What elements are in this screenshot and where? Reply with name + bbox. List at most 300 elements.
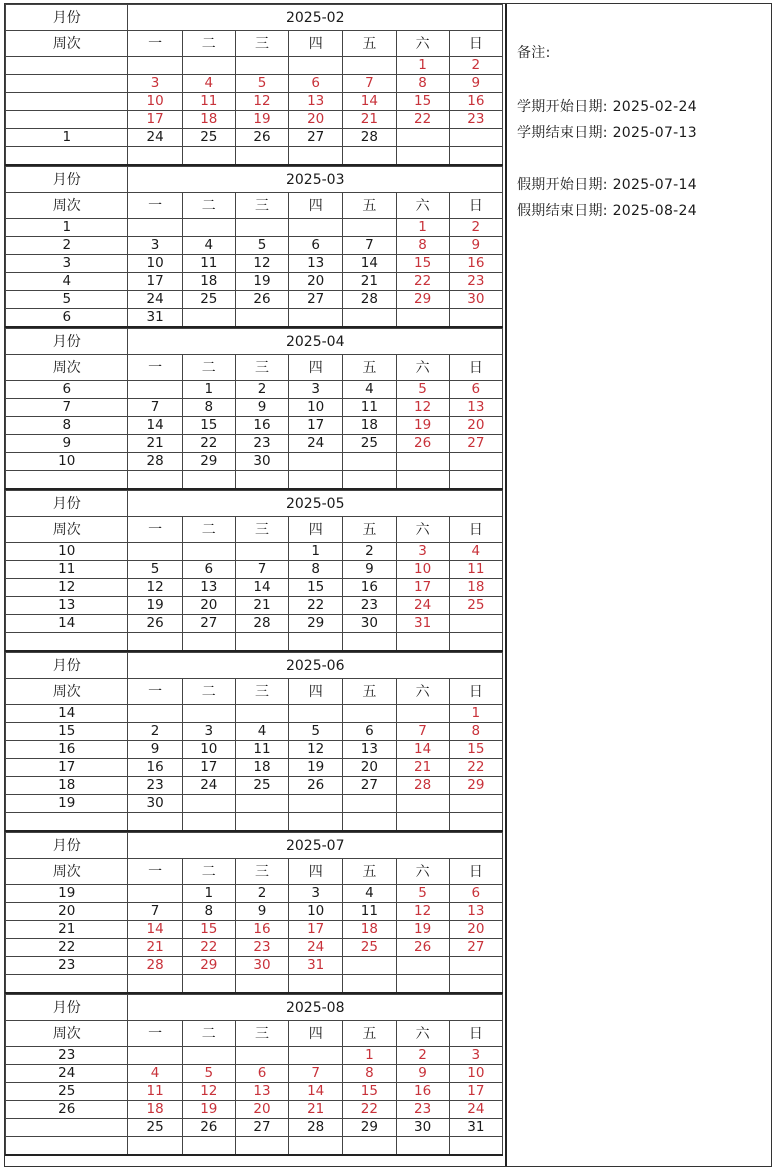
day-cell: 9 [396,1065,449,1083]
day-cell [235,975,288,994]
weekday-header: 五 [343,517,396,543]
day-cell: 11 [343,903,396,921]
day-cell: 26 [235,129,288,147]
day-cell: 2 [235,885,288,903]
day-cell: 11 [182,255,235,273]
day-cell: 2 [449,219,502,237]
day-cell [396,471,449,490]
day-cell [182,1137,235,1156]
week-number: 13 [6,597,128,615]
day-cell [128,1137,182,1156]
week-number: 2 [6,237,128,255]
day-cell: 29 [449,777,502,795]
day-cell: 26 [396,435,449,453]
week-row [6,543,503,561]
day-cell: 5 [396,885,449,903]
day-cell [182,813,235,832]
day-cell [128,219,182,237]
day-cell: 7 [128,399,182,417]
day-cell: 27 [235,1119,288,1137]
day-cell [128,885,182,903]
day-cell: 20 [235,1101,288,1119]
day-cell: 3 [128,75,182,93]
day-cell: 17 [182,759,235,777]
day-cell [128,147,182,166]
month-block [5,652,503,832]
day-cell: 21 [128,435,182,453]
day-cell: 7 [289,1065,343,1083]
day-cell: 5 [182,1065,235,1083]
week-row [6,813,503,832]
day-cell: 9 [449,237,502,255]
weekday-header: 日 [449,859,502,885]
week-row [6,723,503,741]
day-cell: 12 [396,903,449,921]
day-cell [128,57,182,75]
day-cell [289,813,343,832]
day-cell [182,633,235,652]
weekday-header: 五 [343,355,396,381]
week-number: 26 [6,1101,128,1119]
day-cell: 10 [449,1065,502,1083]
day-cell: 9 [128,741,182,759]
day-cell: 12 [128,579,182,597]
day-cell: 14 [396,741,449,759]
day-cell: 6 [343,723,396,741]
day-cell [396,975,449,994]
day-cell: 14 [289,1083,343,1101]
day-cell: 27 [343,777,396,795]
day-cell: 22 [182,435,235,453]
day-cell: 13 [343,741,396,759]
day-cell: 13 [289,93,343,111]
day-cell [449,813,502,832]
weekday-header: 二 [182,1021,235,1047]
day-cell: 12 [289,741,343,759]
weekday-header: 三 [235,1021,288,1047]
day-cell: 15 [182,921,235,939]
week-row [6,255,503,273]
weekday-header: 三 [235,679,288,705]
day-cell: 29 [182,453,235,471]
month-label: 月份 [6,5,128,31]
day-cell [343,633,396,652]
weekday-header: 五 [343,1021,396,1047]
day-cell [182,1047,235,1065]
day-cell: 19 [235,273,288,291]
day-cell: 19 [128,597,182,615]
day-cell: 11 [343,399,396,417]
day-cell: 5 [396,381,449,399]
day-cell [449,147,502,166]
day-cell: 7 [343,237,396,255]
weekday-header: 五 [343,679,396,705]
week-number: 18 [6,777,128,795]
day-cell: 10 [182,741,235,759]
week-row [6,1083,503,1101]
day-cell: 23 [128,777,182,795]
notes-heading: 备注: [517,45,551,61]
day-cell: 17 [128,273,182,291]
week-number: 6 [6,309,128,328]
day-cell: 4 [235,723,288,741]
vacation-end-date: 假期结束日期: 2025-08-24 [517,203,697,219]
week-row [6,237,503,255]
day-cell [128,813,182,832]
day-cell [182,147,235,166]
week-row [6,471,503,490]
month-label: 月份 [6,329,128,355]
day-cell [289,147,343,166]
day-cell [449,1137,502,1156]
day-cell: 31 [396,615,449,633]
day-cell [128,705,182,723]
day-cell: 17 [128,111,182,129]
day-cell [343,219,396,237]
week-number: 24 [6,1065,128,1083]
day-cell: 20 [289,111,343,129]
day-cell: 18 [449,579,502,597]
day-cell: 9 [449,75,502,93]
day-cell: 19 [289,759,343,777]
week-row [6,399,503,417]
day-cell: 14 [235,579,288,597]
day-cell: 7 [235,561,288,579]
day-cell: 14 [128,921,182,939]
day-cell: 29 [182,957,235,975]
week-row [6,75,503,93]
day-cell [343,57,396,75]
day-cell: 20 [289,273,343,291]
week-number: 20 [6,903,128,921]
day-cell: 2 [235,381,288,399]
day-cell: 8 [289,561,343,579]
day-cell: 23 [449,111,502,129]
day-cell: 15 [449,741,502,759]
day-cell [289,1047,343,1065]
week-row [6,741,503,759]
day-cell: 2 [128,723,182,741]
day-cell [396,957,449,975]
day-cell: 16 [343,579,396,597]
day-cell [182,795,235,813]
day-cell: 27 [449,939,502,957]
week-row [6,273,503,291]
day-cell: 2 [449,57,502,75]
day-cell: 20 [449,921,502,939]
day-cell: 16 [449,255,502,273]
weekday-header: 一 [128,193,182,219]
day-cell [449,957,502,975]
month-block [5,328,503,490]
day-cell: 4 [128,1065,182,1083]
day-cell: 10 [396,561,449,579]
week-row [6,1065,503,1083]
day-cell: 26 [289,777,343,795]
month-label: 月份 [6,653,128,679]
day-cell: 31 [449,1119,502,1137]
month-label: 月份 [6,491,128,517]
day-cell [128,543,182,561]
month-label: 月份 [6,995,128,1021]
day-cell: 17 [289,417,343,435]
week-number: 23 [6,1047,128,1065]
day-cell: 26 [235,291,288,309]
day-cell: 28 [235,615,288,633]
day-cell [235,543,288,561]
day-cell: 8 [396,237,449,255]
weekday-header: 日 [449,193,502,219]
day-cell: 3 [182,723,235,741]
week-number: 1 [6,219,128,237]
week-number: 17 [6,759,128,777]
day-cell: 3 [289,381,343,399]
weekday-header: 一 [128,31,182,57]
day-cell: 6 [289,237,343,255]
day-cell: 18 [235,759,288,777]
column-divider [505,4,507,1166]
day-cell: 15 [343,1083,396,1101]
month-title: 2025-07 [128,833,503,859]
week-row [6,453,503,471]
day-cell [182,471,235,490]
weekday-header: 三 [235,859,288,885]
week-number: 10 [6,453,128,471]
week-number: 5 [6,291,128,309]
weekday-header: 三 [235,355,288,381]
day-cell [128,1047,182,1065]
day-cell: 14 [128,417,182,435]
day-cell: 9 [235,903,288,921]
day-cell [235,795,288,813]
week-label: 周次 [6,355,128,381]
week-row [6,957,503,975]
day-cell: 19 [235,111,288,129]
day-cell [343,705,396,723]
day-cell: 31 [128,309,182,328]
day-cell [289,975,343,994]
weekday-header: 四 [289,355,343,381]
day-cell [396,1137,449,1156]
day-cell: 5 [235,237,288,255]
week-number: 14 [6,705,128,723]
day-cell: 28 [128,453,182,471]
weekday-header: 四 [289,31,343,57]
weekday-header: 六 [396,193,449,219]
day-cell: 24 [449,1101,502,1119]
weekday-header: 四 [289,679,343,705]
day-cell: 15 [182,417,235,435]
day-cell: 10 [128,93,182,111]
day-cell: 22 [396,273,449,291]
day-cell: 21 [235,597,288,615]
weekday-header: 三 [235,31,288,57]
weekday-header: 二 [182,679,235,705]
day-cell: 24 [128,129,182,147]
week-row [6,903,503,921]
week-row [6,975,503,994]
week-number: 8 [6,417,128,435]
week-row [6,705,503,723]
day-cell: 13 [235,1083,288,1101]
day-cell [289,633,343,652]
day-cell: 28 [343,129,396,147]
week-number: 14 [6,615,128,633]
day-cell: 1 [343,1047,396,1065]
week-row [6,777,503,795]
day-cell [289,219,343,237]
day-cell: 27 [182,615,235,633]
day-cell [343,147,396,166]
day-cell: 18 [343,921,396,939]
week-number [6,813,128,832]
day-cell: 20 [449,417,502,435]
day-cell: 3 [396,543,449,561]
day-cell: 27 [289,129,343,147]
day-cell: 8 [182,903,235,921]
day-cell: 23 [235,939,288,957]
day-cell: 4 [343,381,396,399]
day-cell: 19 [396,417,449,435]
day-cell: 23 [449,273,502,291]
day-cell [449,633,502,652]
day-cell: 30 [235,957,288,975]
week-row [6,1101,503,1119]
weekday-header: 二 [182,193,235,219]
day-cell: 16 [235,921,288,939]
day-cell [449,795,502,813]
week-row [6,1119,503,1137]
day-cell: 29 [343,1119,396,1137]
month-label: 月份 [6,833,128,859]
day-cell: 11 [449,561,502,579]
week-number [6,111,128,129]
week-row [6,759,503,777]
day-cell: 3 [289,885,343,903]
weekday-header: 四 [289,1021,343,1047]
day-cell [343,471,396,490]
day-cell: 16 [449,93,502,111]
week-number [6,471,128,490]
day-cell [289,57,343,75]
week-row [6,939,503,957]
day-cell [396,309,449,328]
day-cell [396,795,449,813]
week-number: 19 [6,795,128,813]
day-cell: 29 [289,615,343,633]
day-cell: 24 [289,939,343,957]
day-cell [449,309,502,328]
day-cell [289,1137,343,1156]
day-cell [289,705,343,723]
day-cell: 3 [449,1047,502,1065]
day-cell [343,975,396,994]
day-cell: 22 [396,111,449,129]
day-cell [128,381,182,399]
day-cell [235,633,288,652]
weekday-header: 二 [182,355,235,381]
day-cell [235,705,288,723]
day-cell: 21 [289,1101,343,1119]
day-cell: 13 [289,255,343,273]
day-cell: 17 [449,1083,502,1101]
month-block [5,490,503,652]
weekday-header: 二 [182,31,235,57]
day-cell: 13 [449,903,502,921]
week-row [6,1047,503,1065]
day-cell: 8 [396,75,449,93]
day-cell: 21 [396,759,449,777]
day-cell: 27 [289,291,343,309]
weekday-header: 日 [449,679,502,705]
week-number: 1 [6,129,128,147]
week-row [6,417,503,435]
week-row [6,795,503,813]
day-cell: 29 [396,291,449,309]
day-cell: 23 [396,1101,449,1119]
day-cell: 4 [449,543,502,561]
day-cell: 24 [128,291,182,309]
week-number: 10 [6,543,128,561]
day-cell: 2 [396,1047,449,1065]
week-number [6,75,128,93]
day-cell [182,705,235,723]
day-cell [343,453,396,471]
day-cell: 1 [449,705,502,723]
day-cell: 7 [396,723,449,741]
week-label: 周次 [6,193,128,219]
day-cell: 10 [128,255,182,273]
week-number [6,147,128,166]
week-row [6,93,503,111]
weekday-header: 四 [289,193,343,219]
day-cell: 8 [343,1065,396,1083]
week-number: 16 [6,741,128,759]
day-cell: 17 [289,921,343,939]
month-label: 月份 [6,167,128,193]
week-number: 15 [6,723,128,741]
week-number [6,57,128,75]
day-cell: 6 [289,75,343,93]
day-cell: 1 [396,219,449,237]
week-row [6,435,503,453]
day-cell: 14 [343,93,396,111]
weekday-header: 日 [449,517,502,543]
day-cell [182,975,235,994]
day-cell: 22 [182,939,235,957]
day-cell: 25 [182,129,235,147]
day-cell [396,705,449,723]
day-cell [396,633,449,652]
day-cell: 26 [128,615,182,633]
day-cell [235,309,288,328]
day-cell: 21 [343,273,396,291]
week-number: 21 [6,921,128,939]
weekday-header: 日 [449,355,502,381]
week-number [6,975,128,994]
calendar-table-area [5,4,505,1156]
day-cell [449,129,502,147]
weekday-header: 一 [128,355,182,381]
week-row [6,129,503,147]
day-cell: 6 [449,381,502,399]
day-cell: 25 [235,777,288,795]
month-title: 2025-08 [128,995,503,1021]
day-cell: 2 [343,543,396,561]
week-row [6,309,503,328]
day-cell [449,615,502,633]
day-cell: 15 [396,255,449,273]
